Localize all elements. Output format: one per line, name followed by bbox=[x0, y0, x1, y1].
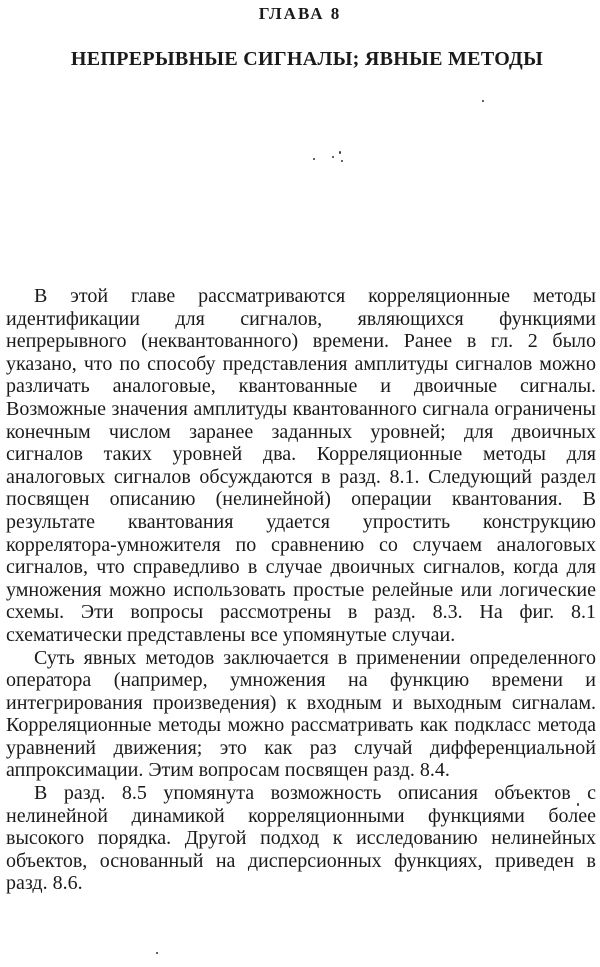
chapter-number: ГЛАВА 8 bbox=[258, 4, 342, 23]
paragraph-intro: В этой главе рассматриваются корреляционные методы идентификации для сигналов, являющихся функциями непрерывного (неквантованного) времени. Ранее в гл. 2 было указано, что по способу представления амплитуды сигналов можно различать аналоговые, квантованные и двоичные сигналы. Возможные значения амплитуды квантованного сигнала ограничены конечным числом заранее заданных уровней; для двоичных сигналов таких уровней два. Корреляционные методы для аналоговых сигналов обсуждаются в разд. 8.1. Следующий раздел посвящен описанию (нелинейной) операции квантования. В результате квантования удается упростить конструкцию коррелятора-умножителя по сравнению со случаем аналоговых сигналов, что справедливо в случае двоичных сигналов, когда для умножения можно использовать простые релейные или логические схемы. Эти вопросы рассмотрены в разд. 8.3. На фиг. 8.1 схематически представлены все упомянутые случаи. bbox=[6, 285, 596, 646]
scan-speck bbox=[339, 151, 341, 154]
paragraph-explicit-methods: Суть явных методов заключается в применении определенного оператора (например, умножения на функцию времени и интегрирования произведения) к входным и выходным сигналам. Корреляционные методы можно рассматривать как подкласс метода уравнений движения; это как раз случай дифференциальной аппроксимации. Этим вопросам посвящен разд. 8.4. bbox=[6, 646, 596, 782]
paragraph-nonlinear: В разд. 8.5 упомянута возможность описания объектов с нелинейной динамикой корреляционными функциями более высокого порядка. Другой подход к исследованию нелинейных объектов, основанный на дисперсионных функциях, приведен в разд. 8.6. bbox=[6, 782, 596, 895]
scan-speck bbox=[156, 952, 158, 954]
scan-speck bbox=[341, 160, 343, 162]
scan-speck bbox=[482, 100, 484, 102]
chapter-title: НЕПРЕРЫВНЫЕ СИГНАЛЫ; ЯВНЫЕ МЕТОДЫ bbox=[70, 48, 544, 70]
scan-speck bbox=[313, 158, 315, 160]
chapter-body bbox=[6, 285, 596, 895]
scan-speck bbox=[332, 156, 334, 158]
